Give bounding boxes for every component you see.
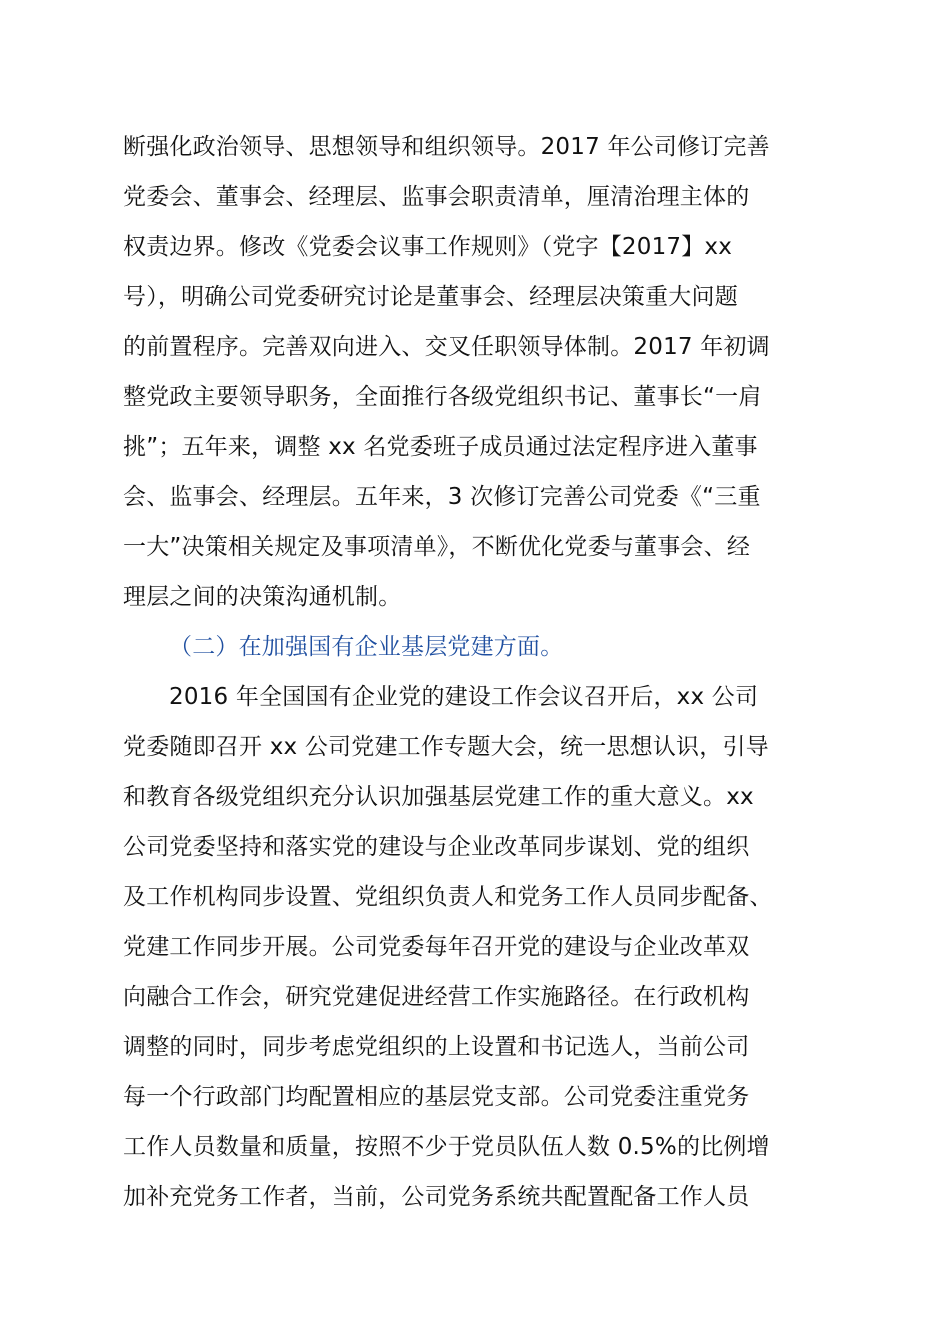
text-line: 权责边界。修改《党委会议事工作规则》（党字【2017】xx: [123, 234, 733, 260]
text-line: 公司党委坚持和落实党的建设与企业改革同步谋划、党的组织: [123, 834, 750, 860]
paragraph-first-line: 2016 年全国国有企业党的建设工作会议召开后，xx 公司: [169, 684, 759, 710]
text-line: 每一个行政部门均配置相应的基层党支部。公司党委注重党务: [123, 1084, 750, 1110]
text-line: 党建工作同步开展。公司党委每年召开党的建设与企业改革双: [123, 934, 750, 960]
text-line: 加补充党务工作者，当前，公司党务系统共配置配备工作人员: [123, 1184, 750, 1210]
text-line: 挑”；五年来，调整 xx 名党委班子成员通过法定程序进入董事: [123, 434, 758, 460]
text-line: 向融合工作会，研究党建促进经营工作实施路径。在行政机构: [123, 984, 750, 1010]
text-line: 党委随即召开 xx 公司党建工作专题大会，统一思想认识，引导: [123, 734, 769, 760]
text-line: 及工作机构同步设置、党组织负责人和党务工作人员同步配备、: [123, 884, 773, 910]
text-line: 整党政主要领导职务，全面推行各级党组织书记、董事长“一肩: [123, 384, 762, 410]
text-line: 和教育各级党组织充分认识加强基层党建工作的重大意义。xx: [123, 784, 754, 810]
text-line: 断强化政治领导、思想领导和组织领导。2017 年公司修订完善: [123, 134, 770, 160]
text-line: 的前置程序。完善双向进入、交叉任职领导体制。2017 年初调: [123, 334, 770, 360]
text-line: 会、监事会、经理层。五年来，3 次修订完善公司党委《“三重: [123, 484, 761, 510]
text-line: 调整的同时，同步考虑党组织的上设置和书记选人，当前公司: [123, 1034, 750, 1060]
text-line: 工作人员数量和质量，按照不少于党员队伍人数 0.5%的比例增: [123, 1134, 770, 1160]
section-heading: （二）在加强国有企业基层党建方面。: [169, 634, 564, 660]
text-line: 党委会、董事会、经理层、监事会职责清单，厘清治理主体的: [123, 184, 750, 210]
text-line: 号），明确公司党委研究讨论是董事会、经理层决策重大问题: [123, 284, 738, 310]
text-line: 理层之间的决策沟通机制。: [123, 584, 402, 610]
document-body: [123, 122, 841, 1222]
text-line: 一大”决策相关规定及事项清单》，不断优化党委与董事会、经: [123, 534, 751, 560]
